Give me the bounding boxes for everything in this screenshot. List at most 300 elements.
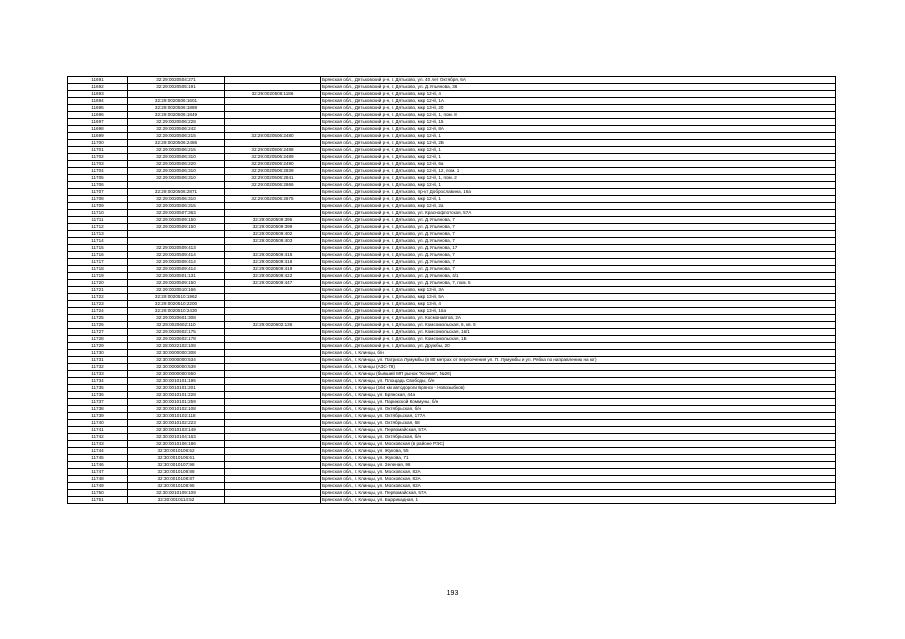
row-number-cell: 11699	[68, 133, 128, 140]
row-number-cell: 11703	[68, 161, 128, 168]
table-row	[68, 77, 836, 84]
address-cell: Брянская обл., Дятьковский р-н, г. Дятьково, ул. Д.Ульянова, 7	[321, 238, 836, 245]
object-cadastral-number-cell: 32:29:0020506:2488	[225, 147, 321, 154]
cadastral-number-cell: 32:30:0000000:539	[128, 364, 225, 371]
table-row	[68, 105, 836, 112]
row-number-cell: 11749	[68, 483, 128, 490]
row-number-cell: 11701	[68, 147, 128, 154]
cadastral-number-cell: 32:29:0020507:363	[128, 210, 225, 217]
cadastral-number-cell: 32:29:0020510:1962	[128, 294, 225, 301]
row-number-cell: 11736	[68, 392, 128, 399]
object-cadastral-number-cell	[225, 469, 321, 476]
cadastral-number-cell: 32:29:0020509:414	[128, 259, 225, 266]
cadastral-number-cell: 32:29:0020509:150	[128, 224, 225, 231]
table-row	[68, 182, 836, 189]
table-row	[68, 322, 836, 329]
cadastral-number-cell: 32:29:0020509:414	[128, 266, 225, 273]
object-cadastral-number-cell	[225, 119, 321, 126]
table-row	[68, 280, 836, 287]
address-cell: Брянская обл., г. Клинцы, ул. Жукова, 71	[321, 455, 836, 462]
row-number-cell: 11704	[68, 168, 128, 175]
table-row	[68, 126, 836, 133]
object-cadastral-number-cell: 32:29:0020506:2480	[225, 133, 321, 140]
address-cell: Брянская обл., Дятьковский р-н, г. Дятьково, ул. Д.Ульянова, 36	[321, 84, 836, 91]
row-number-cell: 11734	[68, 378, 128, 385]
object-cadastral-number-cell	[225, 497, 321, 504]
cadastral-number-cell: 32:29:0020602:178	[128, 336, 225, 343]
registry-table	[67, 76, 836, 504]
row-number-cell: 11708	[68, 196, 128, 203]
table-row	[68, 406, 836, 413]
row-number-cell: 11719	[68, 273, 128, 280]
table-row	[68, 252, 836, 259]
row-number-cell: 11702	[68, 154, 128, 161]
row-number-cell: 11723	[68, 301, 128, 308]
table-row	[68, 392, 836, 399]
table-row	[68, 112, 836, 119]
address-cell: Брянская обл., г. Клинцы, ул. Баррикадная, 1	[321, 497, 836, 504]
table-row	[68, 133, 836, 140]
object-cadastral-number-cell: 32:29:0020509:402	[225, 231, 321, 238]
row-number-cell: 11722	[68, 294, 128, 301]
table-row	[68, 147, 836, 154]
cadastral-number-cell: 32:29:0020506:310	[128, 154, 225, 161]
object-cadastral-number-cell	[225, 105, 321, 112]
address-cell: Брянская обл., Дятьковский р-н, г. Дятьково, ул. Дружбы, 20	[321, 343, 836, 350]
table-row	[68, 210, 836, 217]
cadastral-number-cell: 32:30:0010114:52	[128, 497, 225, 504]
table-row	[68, 168, 836, 175]
address-cell: Брянская обл., Дятьковский р-н, г. Дятьково, мкр 13-й, 4	[321, 301, 836, 308]
object-cadastral-number-cell: 32:29:0020509:418	[225, 259, 321, 266]
object-cadastral-number-cell	[225, 245, 321, 252]
cadastral-number-cell: 32:29:0020506:220	[128, 161, 225, 168]
table-row	[68, 378, 836, 385]
address-cell: Брянская обл., Дятьковский р-н, г. Дятьково, мкр 12-й, 4	[321, 91, 836, 98]
object-cadastral-number-cell	[225, 441, 321, 448]
address-cell: Брянская обл., Дятьковский р-н, г. Дятьково, мкр 13-й, 15а	[321, 308, 836, 315]
object-cadastral-number-cell	[225, 210, 321, 217]
address-cell: Брянская обл., г. Клинцы, ул. Парижской Коммуны, б/н	[321, 399, 836, 406]
row-number-cell: 11711	[68, 217, 128, 224]
cadastral-number-cell: 32:29:0020505:191	[128, 84, 225, 91]
object-cadastral-number-cell	[225, 462, 321, 469]
address-cell: Брянская обл., Дятьковский р-н, г. Дятьково, ул. Комсомольская, 6, кв. 5	[321, 322, 836, 329]
object-cadastral-number-cell	[225, 357, 321, 364]
row-number-cell: 11716	[68, 252, 128, 259]
cadastral-number-cell: 32:30:0010102:108	[128, 406, 225, 413]
object-cadastral-number-cell	[225, 448, 321, 455]
table-row	[68, 245, 836, 252]
table-row	[68, 413, 836, 420]
table-row	[68, 203, 836, 210]
table-row	[68, 434, 836, 441]
address-cell: Брянская обл., г. Клинцы, ул. Октябрьская, б/н	[321, 434, 836, 441]
registry-table-body	[68, 77, 836, 504]
object-cadastral-number-cell	[225, 455, 321, 462]
address-cell: Брянская обл., Дятьковский р-н, г. Дятьково, мкр 13-й, 5А	[321, 294, 836, 301]
table-row	[68, 294, 836, 301]
address-cell: Брянская обл., Дятьковский р-н, г. Дятьково, мкр 12-й, 2Б	[321, 140, 836, 147]
object-cadastral-number-cell: 32:29:0020509:395	[225, 217, 321, 224]
cadastral-number-cell	[128, 238, 225, 245]
table-row	[68, 420, 836, 427]
address-cell: Брянская обл., Дятьковский р-н, г. Дятьково, ул. Д.Ульянова, 7	[321, 231, 836, 238]
table-row	[68, 371, 836, 378]
table-row	[68, 91, 836, 98]
cadastral-number-cell: 32:29:0020506:215	[128, 147, 225, 154]
object-cadastral-number-cell	[225, 343, 321, 350]
address-cell: Брянская обл., г. Клинцы, ул. Московская, 82А	[321, 469, 836, 476]
cadastral-number-cell: 32:29:0020506:1601	[128, 98, 225, 105]
cadastral-number-cell: 32:29:0020501:131	[128, 273, 225, 280]
address-cell: Брянская обл., Дятьковский р-н, г. Дятьково, ул. Д.Ульянова, 4/1	[321, 273, 836, 280]
object-cadastral-number-cell: 32:29:0020509:419	[225, 266, 321, 273]
address-cell: Брянская обл., Дятьковский р-н, г. Дятьково, ул. Комсомольская, 1Б	[321, 336, 836, 343]
address-cell: Брянская обл., г. Клинцы, ул. Октябрьская, 177А	[321, 413, 836, 420]
cadastral-number-cell: 32:30:0010101:259	[128, 399, 225, 406]
table-row	[68, 455, 836, 462]
object-cadastral-number-cell: 32:29:0020602:136	[225, 322, 321, 329]
cadastral-number-cell: 32:30:0010102:223	[128, 420, 225, 427]
row-number-cell: 11709	[68, 203, 128, 210]
row-number-cell: 11713	[68, 231, 128, 238]
row-number-cell: 11737	[68, 399, 128, 406]
object-cadastral-number-cell	[225, 434, 321, 441]
table-row	[68, 385, 836, 392]
cadastral-number-cell: 32:30:0010108:87	[128, 476, 225, 483]
cadastral-number-cell: 32:28:0022102:108	[128, 343, 225, 350]
address-cell: Брянская обл., г. Клинцы (бывший МП рынок "Ксения", №26)	[321, 371, 836, 378]
address-cell: Брянская обл., Дятьковский р-н, г. Дятьково, ул. Д.Ульянова, 7	[321, 259, 836, 266]
address-cell: Брянская обл., Дятьковский р-н, г. Дятьково, мкр 13-й, 3А	[321, 287, 836, 294]
cadastral-number-cell: 32:29:0020504:271	[128, 77, 225, 84]
row-number-cell: 11693	[68, 91, 128, 98]
address-cell: Брянская обл., Дятьковский р-н, г. Дятьково, ул. Д.Ульянова, 7	[321, 266, 836, 273]
cadastral-number-cell: 32:29:0020509:414	[128, 252, 225, 259]
object-cadastral-number-cell	[225, 112, 321, 119]
address-cell: Брянская обл., Дятьковский р-н, г. Дятьково, мкр 13-й, 20	[321, 105, 836, 112]
row-number-cell: 11706	[68, 182, 128, 189]
row-number-cell: 11742	[68, 434, 128, 441]
table-row	[68, 196, 836, 203]
row-number-cell: 11744	[68, 448, 128, 455]
row-number-cell: 11705	[68, 175, 128, 182]
cadastral-number-cell: 32:29:0020510:2200	[128, 301, 225, 308]
row-number-cell: 11746	[68, 462, 128, 469]
object-cadastral-number-cell: 32:29:0020509:447	[225, 280, 321, 287]
cadastral-number-cell: 32:30:0010101:228	[128, 392, 225, 399]
row-number-cell: 11696	[68, 112, 128, 119]
table-row	[68, 140, 836, 147]
address-cell: Брянская обл., г. Клинцы, ул. Московская, 82А	[321, 483, 836, 490]
row-number-cell: 11730	[68, 350, 128, 357]
cadastral-number-cell: 32:29:0020506:315	[128, 203, 225, 210]
object-cadastral-number-cell	[225, 371, 321, 378]
table-row	[68, 483, 836, 490]
object-cadastral-number-cell	[225, 483, 321, 490]
row-number-cell: 11714	[68, 238, 128, 245]
table-row	[68, 189, 836, 196]
table-row	[68, 308, 836, 315]
object-cadastral-number-cell: 32:29:0020509:399	[225, 224, 321, 231]
row-number-cell: 11741	[68, 427, 128, 434]
object-cadastral-number-cell	[225, 378, 321, 385]
row-number-cell: 11724	[68, 308, 128, 315]
object-cadastral-number-cell	[225, 84, 321, 91]
cadastral-number-cell: 32:29:0020506:2486	[128, 140, 225, 147]
row-number-cell: 11720	[68, 280, 128, 287]
table-row	[68, 154, 836, 161]
row-number-cell: 11743	[68, 441, 128, 448]
cadastral-number-cell: 32:29:0020509:150	[128, 217, 225, 224]
object-cadastral-number-cell	[225, 77, 321, 84]
address-cell: Брянская обл., г. Клинцы, ул. Московская, 82А	[321, 476, 836, 483]
cadastral-number-cell: 32:29:0020506:215	[128, 133, 225, 140]
address-cell: Брянская обл., Дятьковский р-н, г. Дятьково, ул. Д.Ульянова, 7, пом. 5	[321, 280, 836, 287]
cadastral-number-cell: 32:30:0000000:550	[128, 371, 225, 378]
cadastral-number-cell: 32:30:0010107:98	[128, 462, 225, 469]
address-cell: Брянская обл., Дятьковский р-н, г. Дятьково, мкр 12-й, 1	[321, 196, 836, 203]
row-number-cell: 11731	[68, 357, 128, 364]
address-cell: Брянская обл., Дятьковский р-н, г. Дятьково, ул. Комсомольская, 1в/1	[321, 329, 836, 336]
row-number-cell: 11717	[68, 259, 128, 266]
object-cadastral-number-cell	[225, 315, 321, 322]
cadastral-number-cell: 32:29:0020506:2871	[128, 189, 225, 196]
object-cadastral-number-cell	[225, 98, 321, 105]
table-row	[68, 357, 836, 364]
address-cell: Брянская обл., г. Клинцы, ул. Жукова, 55	[321, 448, 836, 455]
table-row	[68, 224, 836, 231]
object-cadastral-number-cell: 32:29:0020509:422	[225, 273, 321, 280]
table-row	[68, 84, 836, 91]
row-number-cell: 11710	[68, 210, 128, 217]
address-cell: Брянская обл., Дятьковский р-н, г. Дятьково, мкр 12-й, 1	[321, 133, 836, 140]
cadastral-number-cell: 32:29:0020506:242	[128, 126, 225, 133]
address-cell: Брянская обл., Дятьковский р-н, г. Дятьково, мкр 12-й, 1	[321, 182, 836, 189]
cadastral-number-cell: 32:30:0010108:88	[128, 469, 225, 476]
address-cell: Брянская обл., г. Клинцы, ул. Первомайская, 57А	[321, 490, 836, 497]
cadastral-number-cell: 32:29:0020509:413	[128, 245, 225, 252]
object-cadastral-number-cell: 32:29:0020506:2875	[225, 196, 321, 203]
cadastral-number-cell: 32:30:0010102:118	[128, 413, 225, 420]
row-number-cell: 11698	[68, 126, 128, 133]
address-cell: Брянская обл., Дятьковский р-н, г. Дятьково, ул. Д.Ульянова, 7	[321, 217, 836, 224]
cadastral-number-cell: 32:30:0010104:163	[128, 434, 225, 441]
object-cadastral-number-cell	[225, 301, 321, 308]
table-row	[68, 497, 836, 504]
object-cadastral-number-cell	[225, 399, 321, 406]
object-cadastral-number-cell: 32:29:0020506:2866	[225, 182, 321, 189]
row-number-cell: 11721	[68, 287, 128, 294]
table-row	[68, 259, 836, 266]
address-cell: Брянская обл., Дятьковский р-н, г. Дятьково, мкр 12-й, 1	[321, 147, 836, 154]
object-cadastral-number-cell	[225, 385, 321, 392]
cadastral-number-cell: 32:30:0010101:201	[128, 385, 225, 392]
row-number-cell: 11729	[68, 343, 128, 350]
row-number-cell: 11739	[68, 413, 128, 420]
object-cadastral-number-cell	[225, 336, 321, 343]
object-cadastral-number-cell	[225, 203, 321, 210]
row-number-cell: 11727	[68, 329, 128, 336]
page-number: 193	[446, 590, 459, 597]
object-cadastral-number-cell: 32:29:0020509:403	[225, 238, 321, 245]
object-cadastral-number-cell	[225, 329, 321, 336]
address-cell: Брянская обл., Дятьковский р-н, г. Дятьково, пр-кт Доброславина, 16а	[321, 189, 836, 196]
table-row	[68, 231, 836, 238]
address-cell: Брянская обл., г. Клинцы, б/н	[321, 350, 836, 357]
address-cell: Брянская обл., Дятьковский р-н, г. Дятьково, мкр 12-й, 8А	[321, 126, 836, 133]
address-cell: Брянская обл., г. Клинцы, ул. Октябрьская, 68	[321, 420, 836, 427]
object-cadastral-number-cell	[225, 287, 321, 294]
table-row	[68, 266, 836, 273]
object-cadastral-number-cell	[225, 413, 321, 420]
cadastral-number-cell: 32:29:0020602:175	[128, 329, 225, 336]
row-number-cell: 11718	[68, 266, 128, 273]
row-number-cell: 11738	[68, 406, 128, 413]
table-row	[68, 343, 836, 350]
cadastral-number-cell: 32:30:0010101:195	[128, 378, 225, 385]
table-row	[68, 448, 836, 455]
row-number-cell: 11725	[68, 315, 128, 322]
address-cell: Брянская обл., г. Клинцы, ул. Площадь Свободы, б/н	[321, 378, 836, 385]
table-row	[68, 329, 836, 336]
cadastral-number-cell: 32:29:0020601:308	[128, 315, 225, 322]
row-number-cell: 11732	[68, 364, 128, 371]
object-cadastral-number-cell	[225, 427, 321, 434]
table-row	[68, 287, 836, 294]
table-row	[68, 161, 836, 168]
object-cadastral-number-cell	[225, 294, 321, 301]
object-cadastral-number-cell	[225, 420, 321, 427]
address-cell: Брянская обл., Дятьковский р-н, г. Дятьково, ул. Д.Ульянова, 7	[321, 224, 836, 231]
row-number-cell: 11728	[68, 336, 128, 343]
object-cadastral-number-cell	[225, 350, 321, 357]
row-number-cell: 11697	[68, 119, 128, 126]
object-cadastral-number-cell	[225, 140, 321, 147]
cadastral-number-cell: 32:30:0010106:52	[128, 448, 225, 455]
row-number-cell: 11692	[68, 84, 128, 91]
cadastral-number-cell: 32:29:0020509:150	[128, 280, 225, 287]
table-row	[68, 364, 836, 371]
table-row	[68, 119, 836, 126]
address-cell: Брянская обл., Дятьковский р-н, г. Дятьково, ул. Д.Ульянова, 17	[321, 245, 836, 252]
object-cadastral-number-cell	[225, 364, 321, 371]
object-cadastral-number-cell: 32:29:0020506:2490	[225, 161, 321, 168]
cadastral-number-cell: 32:30:0000000:534	[128, 357, 225, 364]
cadastral-number-cell: 32:30:0000000:308	[128, 350, 225, 357]
address-cell: Брянская обл., Дятьковский р-н, г. Дятьково, мкр 12-й, 1А	[321, 98, 836, 105]
address-cell: Брянская обл., Дятьковский р-н, г. Дятьково, мкр 12-й, 15	[321, 119, 836, 126]
table-row	[68, 273, 836, 280]
cadastral-number-cell: 32:30:0010106:186	[128, 441, 225, 448]
cadastral-number-cell: 32:29:0020510:166	[128, 287, 225, 294]
table-row	[68, 301, 836, 308]
table-row	[68, 336, 836, 343]
cadastral-number-cell: 32:29:0020506:310	[128, 196, 225, 203]
table-row	[68, 427, 836, 434]
address-cell: Брянская обл., Дятьковский р-н, г. Дятьково, мкр 12-й, 1	[321, 154, 836, 161]
address-cell: Брянская обл., г. Клинцы, ул. Зеленая, 96	[321, 462, 836, 469]
object-cadastral-number-cell	[225, 126, 321, 133]
table-row	[68, 350, 836, 357]
table-row	[68, 490, 836, 497]
table-row	[68, 399, 836, 406]
address-cell: Брянская обл., г. Клинцы, ул. Октябрьская, б/н	[321, 406, 836, 413]
cadastral-number-cell: 32:29:0020602:110	[128, 322, 225, 329]
object-cadastral-number-cell: 32:29:0020506:2841	[225, 175, 321, 182]
object-cadastral-number-cell: 32:29:0020509:415	[225, 252, 321, 259]
row-number-cell: 11700	[68, 140, 128, 147]
object-cadastral-number-cell	[225, 189, 321, 196]
row-number-cell: 11707	[68, 189, 128, 196]
cadastral-number-cell: 32:30:0010108:95	[128, 483, 225, 490]
object-cadastral-number-cell: 32:29:0020506:2489	[225, 154, 321, 161]
row-number-cell: 11750	[68, 490, 128, 497]
row-number-cell: 11751	[68, 497, 128, 504]
address-cell: Брянская обл., Дятьковский р-н, г. Дятьково, ул. Краснофлотская, 57А	[321, 210, 836, 217]
cadastral-number-cell: 32:29:0020510:2430	[128, 308, 225, 315]
cadastral-number-cell: 32:30:0010109:109	[128, 490, 225, 497]
cadastral-number-cell	[128, 231, 225, 238]
row-number-cell: 11735	[68, 385, 128, 392]
cadastral-number-cell: 32:30:0010106:61	[128, 455, 225, 462]
table-row	[68, 217, 836, 224]
table-row	[68, 469, 836, 476]
address-cell: Брянская обл., Дятьковский р-н, г. Дятьково, ул. Д.Ульянова, 7	[321, 252, 836, 259]
object-cadastral-number-cell	[225, 490, 321, 497]
cadastral-number-cell: 32:29:0020506:1849	[128, 112, 225, 119]
cadastral-number-cell: 32:29:0020506:310	[128, 175, 225, 182]
row-number-cell: 11740	[68, 420, 128, 427]
table-row	[68, 315, 836, 322]
row-number-cell: 11745	[68, 455, 128, 462]
row-number-cell: 11747	[68, 469, 128, 476]
row-number-cell: 11691	[68, 77, 128, 84]
address-cell: Брянская обл., г. Клинцы, ул. Патриса Лумумбы (в 80 метрах от пересечения ул. П. Лумумбы и ул. Рябка по направлению на юг)	[321, 357, 836, 364]
address-cell: Брянская обл., г. Клинцы (АЗС-78)	[321, 364, 836, 371]
table-row	[68, 462, 836, 469]
object-cadastral-number-cell	[225, 392, 321, 399]
row-number-cell: 11733	[68, 371, 128, 378]
object-cadastral-number-cell: 32:29:0020506:2839	[225, 168, 321, 175]
row-number-cell: 11748	[68, 476, 128, 483]
table-row	[68, 238, 836, 245]
table-row	[68, 441, 836, 448]
row-number-cell: 11694	[68, 98, 128, 105]
address-cell: Брянская обл., г. Клинцы, ул. Первомайская, 57А	[321, 427, 836, 434]
table-row	[68, 476, 836, 483]
address-cell: Брянская обл., Дятьковский р-н, г. Дятьково, ул. Космонавтов, 2А	[321, 315, 836, 322]
address-cell: Брянская обл., г. Клинцы, ул. Брянская, 44а	[321, 392, 836, 399]
cadastral-number-cell	[128, 182, 225, 189]
row-number-cell: 11695	[68, 105, 128, 112]
address-cell: Брянская обл., Дятьковский р-н, г. Дятьково, ул. 40 лет Октября, 6А	[321, 77, 836, 84]
object-cadastral-number-cell: 32:29:0020506:1186	[225, 91, 321, 98]
table-row	[68, 98, 836, 105]
address-cell: Брянская обл., Дятьковский р-н, г. Дятьково, мкр 12-й, 2а	[321, 203, 836, 210]
cadastral-number-cell: 32:30:0010103:149	[128, 427, 225, 434]
address-cell: Брянская обл., Дятьковский р-н, г. Дятьково, мкр 12-й, 1, пом. 2	[321, 175, 836, 182]
cadastral-number-cell: 32:29:0020506:310	[128, 168, 225, 175]
address-cell: Брянская обл., г. Клинцы, ул. Московская (в районе РЭС)	[321, 441, 836, 448]
cadastral-number-cell	[128, 91, 225, 98]
table-row	[68, 175, 836, 182]
row-number-cell: 11715	[68, 245, 128, 252]
cadastral-number-cell: 32:29:0020506:228	[128, 119, 225, 126]
address-cell: Брянская обл., Дятьковский р-н, г. Дятьково, мкр 12-й, 12, пом. 1	[321, 168, 836, 175]
cadastral-number-cell: 32:29:0020506:1889	[128, 105, 225, 112]
